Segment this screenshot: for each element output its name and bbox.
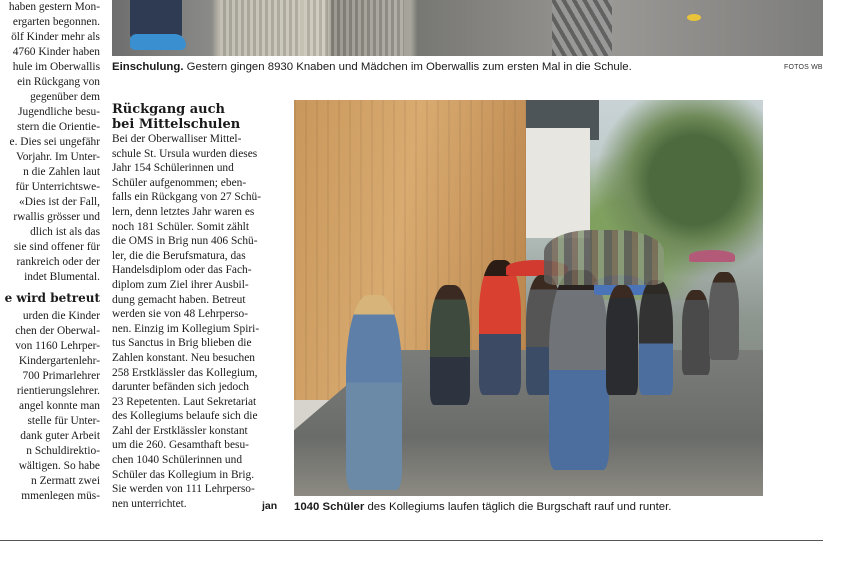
headline-line-2: bei Mittelschulen	[112, 117, 241, 132]
headline-line-1: Rückgang auch	[112, 102, 226, 117]
text-line: ler, die die Berufsmatura, das	[112, 249, 246, 262]
author-tag: jan	[262, 500, 278, 512]
top-caption-bold: Einschulung.	[112, 61, 184, 73]
text-line: tus Sanctus in Brig blieben die	[112, 337, 252, 350]
text-line: nen. Einzig im Kollegium Spiri-	[112, 322, 260, 335]
text-line: hule im Oberwallis	[12, 61, 100, 73]
text-line: diplom zum Ziel ihrer Ausbil-	[112, 278, 249, 291]
text-line: urden die Kinder	[22, 310, 100, 322]
text-line: lern, denn letztes Jahr waren es	[112, 205, 255, 218]
crowd-background	[544, 230, 664, 285]
left-column-top	[0, 0, 100, 285]
text-line: chen 1040 Schülerinnen und	[112, 454, 243, 467]
student-figure	[430, 285, 470, 405]
paving-stones	[220, 0, 300, 56]
photo-credit: FOTOS WB	[784, 64, 823, 71]
text-line: dlich ist als das	[30, 226, 100, 238]
text-line: ölf Kinder mehr als	[11, 31, 100, 43]
student-figure	[346, 295, 402, 490]
student-figure	[479, 260, 521, 395]
text-line: des Kollegiums belaufe sich die	[112, 410, 258, 423]
pink-umbrella	[689, 250, 735, 262]
left-column-bottom	[0, 309, 100, 500]
student-figure	[709, 272, 739, 360]
text-line: 258 Erstklässler das Kollegium,	[112, 366, 258, 379]
text-line: chen der Oberwal-	[15, 325, 100, 337]
text-line: sie sind offener für	[13, 241, 100, 253]
top-photo-caption	[112, 60, 632, 74]
main-caption-bold: 1040 Schüler	[294, 501, 365, 513]
text-line: schule St. Ursula wurden dieses	[112, 147, 258, 160]
left-column-heading: e wird betreut	[4, 291, 100, 305]
text-line: n Zermatt zwei	[31, 475, 100, 487]
text-line: Zahlen konstant. Neu besuchen	[112, 351, 255, 364]
text-line: stelle für Unter-	[27, 415, 100, 427]
left-column-text	[0, 0, 100, 500]
text-line: «Dies ist der Fall,	[19, 196, 100, 208]
house	[526, 128, 590, 238]
main-photo	[294, 100, 763, 496]
text-line: angel konnte man	[19, 400, 100, 412]
text-line: mmenlegen müs-	[21, 490, 100, 500]
yellow-leaf	[687, 14, 701, 21]
text-line: 4760 Kinder haben	[12, 46, 100, 58]
text-line: dank guter Arbeit	[20, 430, 100, 442]
text-line: n die Zahlen laut	[23, 166, 100, 178]
text-line: Schüler das Kollegium in Brig.	[112, 468, 255, 481]
text-line: Bei der Oberwalliser Mittel-	[112, 133, 242, 145]
student-figure	[549, 270, 609, 470]
text-line: darunter befänden sich jedoch	[112, 381, 249, 394]
text-line: falls ein Rückgang von 27 Schü-	[112, 191, 262, 204]
text-line: die OMS in Brig nun 406 Schü-	[112, 235, 258, 248]
text-line: Zahl der Erstklässler konstant	[112, 424, 248, 437]
main-caption-text: des Kollegiums laufen täglich die Burgschaft rauf und runter.	[364, 501, 672, 513]
text-line: ergarten begonnen.	[12, 16, 100, 28]
text-line: Vorjahr. Im Unter-	[15, 151, 100, 163]
text-line: rwallis grösser und	[13, 211, 100, 223]
text-line: 700 Primarlehrer	[22, 370, 100, 382]
text-line: Jugendliche besu-	[18, 106, 100, 118]
text-line: werden sie von 48 Lehrperso-	[112, 308, 249, 321]
text-line: Jahr 154 Schülerinnen und	[112, 162, 234, 175]
text-line: rientierungslehrer.	[16, 385, 100, 397]
text-line: wältigen. So habe	[18, 460, 100, 472]
paving-stones	[304, 0, 404, 56]
article-headline	[112, 102, 292, 132]
text-line: dung gemacht haben. Betreut	[112, 293, 246, 306]
student-figure	[682, 290, 710, 375]
top-caption-text: Gestern gingen 8930 Knaben und Mädchen im Oberwallis zum ersten Mal in die Schule.	[183, 61, 632, 73]
student-figure	[606, 285, 638, 395]
text-line: indet Blumental.	[24, 271, 100, 283]
main-photo-caption	[294, 500, 671, 514]
bottom-rule	[0, 540, 823, 541]
text-line: haben gestern Mon-	[8, 1, 100, 13]
text-line: Kindergartenlehr-	[18, 355, 100, 367]
text-line: stern die Orientie-	[17, 121, 100, 133]
top-photo	[112, 0, 823, 56]
text-line: e. Dies sei ungefähr	[9, 136, 100, 148]
text-line: von 1160 Lehrper-	[15, 340, 100, 352]
text-line: Schüler aufgenommen; eben-	[112, 176, 247, 189]
text-line: nen unterrichtet.	[112, 497, 187, 510]
text-line: um die 260. Gesamthaft besu-	[112, 439, 249, 452]
text-line: Sie werden von 111 Lehrperso-	[112, 483, 255, 496]
drain-grate	[552, 0, 612, 56]
text-line: für Unterrichtswe-	[15, 181, 100, 193]
text-line: n Schuldirektio-	[26, 445, 100, 457]
student-figure	[639, 280, 673, 395]
text-line: rankreich oder der	[16, 256, 100, 268]
blue-shoe	[130, 34, 186, 50]
text-line: gegenüber dem	[30, 91, 100, 103]
text-line: ein Rückgang von	[17, 76, 100, 88]
text-line: 23 Repetenten. Laut Sekretariat	[112, 395, 257, 408]
article-body	[112, 132, 280, 511]
text-line: Handelsdiplom oder das Fach-	[112, 264, 252, 277]
text-line: noch 181 Schüler. Somit zählt	[112, 220, 249, 233]
